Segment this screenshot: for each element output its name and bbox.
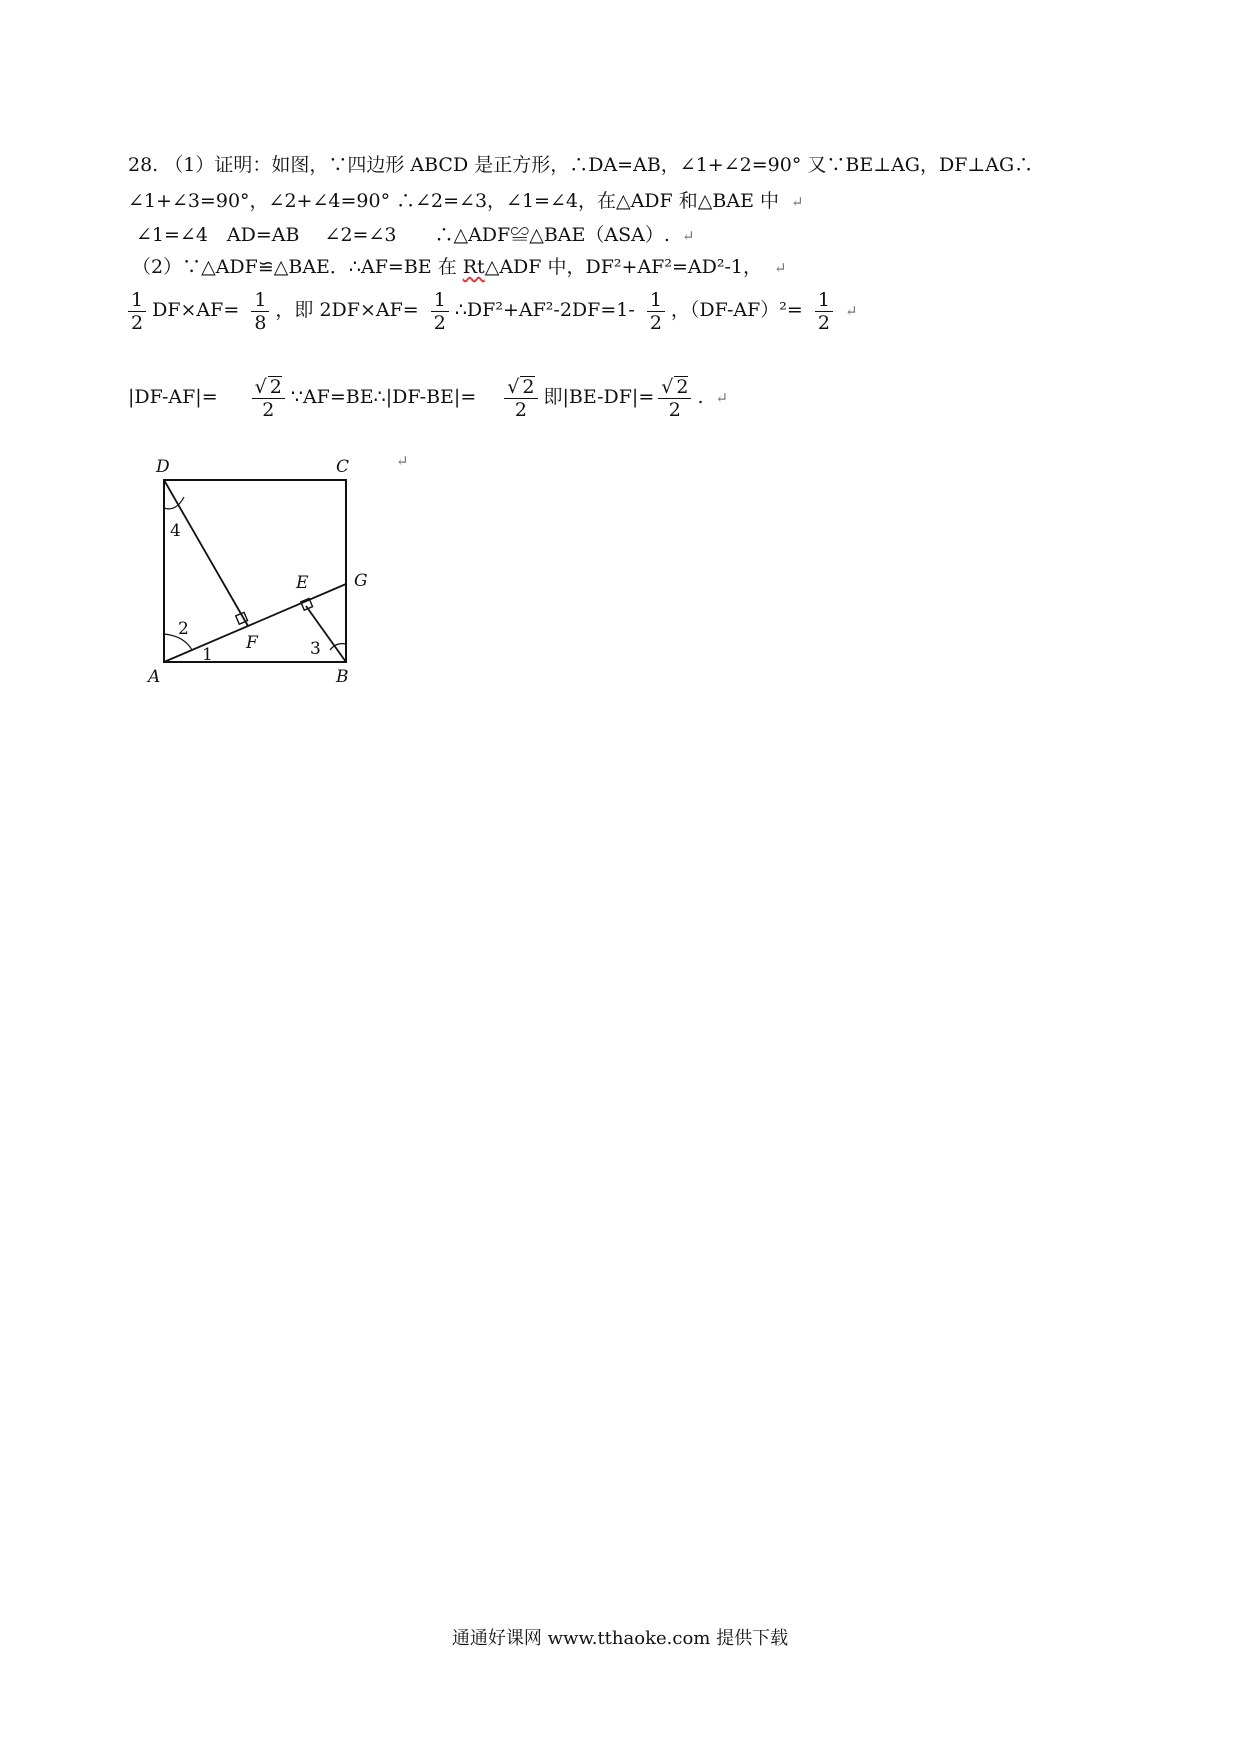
angle-arc-3: [330, 644, 346, 650]
fraction-half: $\frac{1}{2}$: [128, 289, 146, 334]
point-label-g: G: [354, 571, 368, 591]
angle-label-1: 1: [202, 645, 213, 665]
footer-text: 通通好课网 www.tthaoke.com 提供下载: [451, 1628, 789, 1649]
return-mark: ↵: [396, 452, 409, 470]
solution-line-3: ∠1=∠4 AD=AB ∠2=∠3 ∴△ADF≌△BAE（ASA）. ↵: [136, 224, 695, 246]
rt-underlined: Rt: [462, 256, 485, 278]
line-df: [164, 480, 248, 626]
solution-line-2: ∠1+∠3=90°，∠2+∠4=90° ∴∠2=∠3，∠1=∠4，在△ADF 和△BAE 中 ↵: [128, 190, 804, 212]
solution-line-4: （2）∵△ADF≌△BAE．∴AF=BE 在 Rt△ADF 中，DF²+AF²=AD²-1， ↵: [132, 256, 787, 278]
angle-label-4: 4: [170, 521, 181, 541]
point-label-f: F: [246, 633, 258, 653]
fraction-half: $\frac{1}{2}$: [815, 289, 833, 334]
fraction-half: $\frac{1}{2}$: [647, 289, 665, 334]
fraction-eighth: $\frac{1}{8}$: [251, 289, 269, 334]
point-label-b: B: [336, 667, 349, 687]
point-label-d: D: [156, 457, 170, 477]
solution-line-1: 28. （1）证明：如图，∵四边形 ABCD 是正方形，∴DA=AB，∠1+∠2=90° 又∵BE⊥AG，DF⊥AG∴: [128, 154, 1034, 176]
point-label-c: C: [336, 457, 350, 477]
angle-label-2: 2: [178, 619, 189, 639]
fraction-sqrt2-over-2: $\frac{√ 2}{2}$: [252, 376, 285, 421]
right-angle-mark-e: [301, 598, 313, 610]
solution-line-6: |DF-AF|= $\frac{√ 2}{2}$ ∵AF=BE∴|DF-BE|= $\frac{√ 2}{2}$ 即|BE-DF|= $\frac{√ 2}{2}$ . ↵: [128, 375, 729, 421]
fraction-sqrt2-over-2: $\frac{√ 2}{2}$: [504, 376, 537, 421]
square-geometry-figure: [140, 448, 400, 698]
fraction-sqrt2-over-2: $\frac{√ 2}{2}$: [658, 376, 691, 421]
solution-line-5: $\frac{1}{2}$ DF×AF= $\frac{1}{8}$ ，即 2DF×AF= $\frac{1}{2}$ ∴DF²+AF²-2DF=1- $\frac{1}{2}$ ，（DF-AF）²= $\frac{1}{2}$ ↵: [128, 285, 858, 336]
angle-label-3: 3: [310, 639, 321, 659]
point-label-e: E: [296, 573, 309, 593]
fraction-half: $\frac{1}{2}$: [431, 289, 449, 334]
point-label-a: A: [148, 667, 161, 687]
